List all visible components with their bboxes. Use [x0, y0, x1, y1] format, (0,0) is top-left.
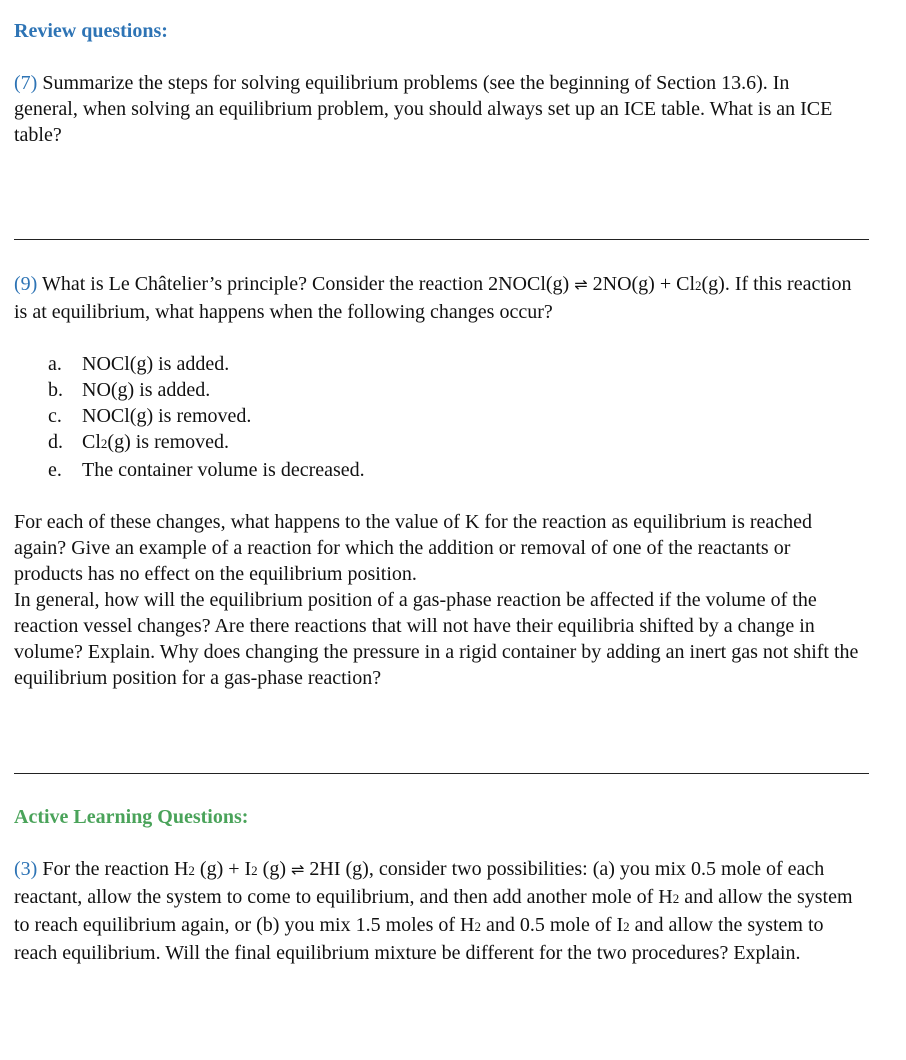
q3-text: and 0.5 mole of I	[480, 914, 624, 936]
list-item	[48, 377, 874, 403]
q3-text: 2HI (g), consider two possibilities: (a) you mix 0.5 mole of each reactant, allow the system to come to equilibrium, and then add another mole of H	[14, 858, 825, 908]
q3-text: (g)	[257, 858, 286, 880]
subscript: 2	[623, 919, 630, 934]
q3-text: (g) + I	[194, 858, 252, 880]
option-text: NOCl(g) is added.	[82, 353, 230, 375]
option-text-post: (g) is removed.	[107, 431, 230, 453]
option-letter: d.	[48, 431, 63, 453]
option-letter: e.	[48, 459, 62, 481]
subscript: 2	[474, 919, 481, 934]
question-9-text-c: (g). If this reaction is at equilibrium, what happens when the following changes occur?	[14, 273, 852, 323]
equilibrium-arrow-icon: ⇌	[574, 275, 588, 294]
subscript: 2	[251, 863, 258, 878]
question-9-number: (9)	[14, 273, 38, 295]
option-text: NO(g) is added.	[82, 379, 211, 401]
option-text: NOCl(g) is removed.	[82, 405, 252, 427]
option-letter: a.	[48, 353, 62, 375]
q3-text: and allow the system to reach equilibrium. Will the final equilibrium mixture be different for the two procedures? Explain.	[14, 914, 824, 964]
option-letter: b.	[48, 379, 63, 401]
change-options-list	[14, 351, 874, 483]
question-9-paragraph-1: For each of these changes, what happens to the value of K for the reaction as equilibrium is reached again? Give an example of a reaction for which the addition or removal of one of the reactants or products has no effect on the equilibrium position.	[14, 511, 813, 585]
active-learning-heading: Active Learning Questions:	[14, 806, 249, 828]
q3-text: For the reaction H	[42, 858, 189, 880]
list-item	[48, 351, 874, 377]
subscript: 2	[188, 863, 195, 878]
review-heading: Review questions:	[14, 20, 168, 42]
active-question-3-number: (3)	[14, 858, 38, 880]
active-question-3	[14, 856, 869, 966]
subscript: 2	[672, 891, 680, 906]
question-9-text-a: What is Le Châtelier’s principle? Consider the reaction 2NOCl(g)	[41, 273, 570, 295]
list-item	[48, 403, 874, 429]
document-page	[14, 18, 874, 966]
question-7-text: Summarize the steps for solving equilibrium problems (see the beginning of Section 13.6). In general, when solving an equilibrium problem, you should always set up an ICE table. What is an ICE table?	[14, 72, 833, 146]
equilibrium-arrow-icon: ⇌	[291, 860, 305, 879]
q3-text: and allow the system to reach equilibrium again, or (b) you mix 1.5 moles of H	[14, 886, 853, 936]
question-7-number: (7)	[14, 72, 38, 94]
subscript: 2	[100, 436, 108, 451]
option-text-pre: Cl	[82, 431, 101, 453]
list-item	[48, 429, 874, 457]
option-text: The container volume is decreased.	[82, 459, 365, 481]
question-9-paragraph-2: In general, how will the equilibrium position of a gas-phase reaction be affected if the volume of the reaction vessel changes? Are there reactions that will not have their equilibria shifted by a change in volume? Explain. Why does changing the pressure in a rigid container by adding an inert gas not shift the equilibrium position for a gas-phase reaction?	[14, 589, 859, 689]
option-letter: c.	[48, 405, 62, 427]
list-item	[48, 457, 874, 483]
question-9-text-b: 2NO(g) + Cl	[592, 273, 696, 295]
subscript: 2	[695, 278, 702, 293]
question-9	[14, 271, 864, 325]
question-7	[14, 70, 834, 148]
